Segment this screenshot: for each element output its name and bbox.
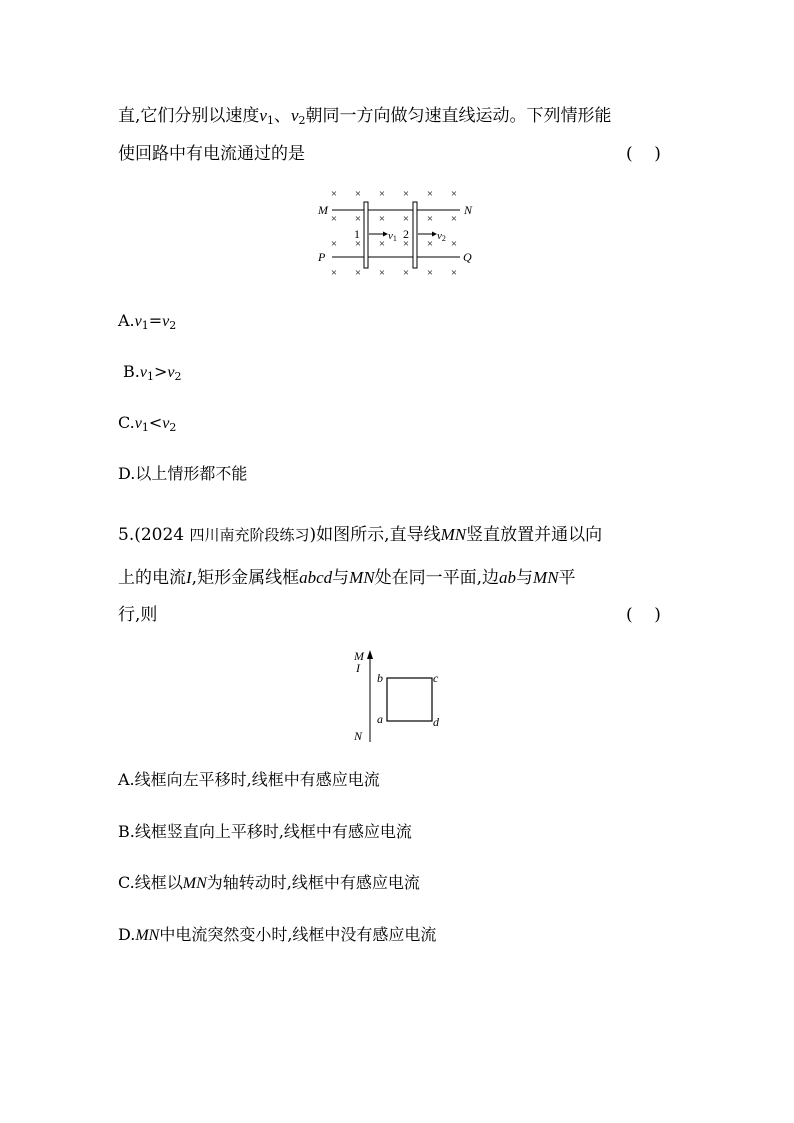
q5-option-a: A.线框向左平移时,线框中有感应电流 xyxy=(118,770,380,789)
svg-text:v1: v1 xyxy=(388,230,397,243)
field-mark: × xyxy=(378,267,386,279)
q5-stem-line-2: 上的电流I,矩形金属线框abcd与MN处在同一平面,边ab与MN平 xyxy=(118,568,576,588)
label-m: M xyxy=(318,203,328,217)
q4-stem-line-2: 使回路中有电流通过的是 xyxy=(118,144,305,164)
field-mark: × xyxy=(426,188,434,200)
field-mark: × xyxy=(354,238,362,250)
var-v2: v xyxy=(290,106,299,125)
q5-option-c: C.线框以MN为轴转动时,线框中有感应电流 xyxy=(118,873,420,892)
field-mark: × xyxy=(450,238,458,250)
q4-option-b: $B.v_1>v_2$ xyxy=(123,362,182,383)
current-arrow xyxy=(367,650,373,659)
q5-option-b: B.线框竖直向上平移时,线框中有感应电流 xyxy=(118,822,412,841)
field-mark: × xyxy=(450,213,458,225)
q4-answer-blank: ( ) xyxy=(626,144,661,164)
field-mark: × xyxy=(330,267,338,279)
rod-1 xyxy=(364,202,368,268)
field-mark: × xyxy=(378,213,386,225)
label-a: a xyxy=(377,712,383,726)
field-mark: × xyxy=(450,188,458,200)
label-p: P xyxy=(318,250,326,264)
label-i: I xyxy=(356,661,360,675)
var-v1: v xyxy=(259,106,267,125)
field-mark: × xyxy=(330,188,338,200)
q4-option-d: D.以上情形都不能 xyxy=(118,464,248,483)
field-mark: × xyxy=(378,238,386,250)
rod-2-label: 2 xyxy=(403,227,409,241)
field-mark: × xyxy=(354,267,362,279)
field-mark: × xyxy=(378,188,386,200)
field-mark: × xyxy=(426,238,434,250)
q4-rails-figure xyxy=(310,184,480,284)
field-mark: × xyxy=(450,267,458,279)
label-b: b xyxy=(377,671,383,685)
field-mark: × xyxy=(402,188,410,200)
field-mark: × xyxy=(402,213,410,225)
source-label: 四川南充阶段练习 xyxy=(189,526,310,544)
frame-abcd xyxy=(387,678,432,721)
field-mark: × xyxy=(402,238,410,250)
q5-answer-blank: ( ) xyxy=(626,605,661,625)
label-m: M xyxy=(354,649,364,663)
label-n: N xyxy=(464,203,473,217)
q4-option-a: $A.v_1=v_2$ xyxy=(118,311,177,332)
field-mark: × xyxy=(330,238,338,250)
field-mark: × xyxy=(354,188,362,200)
field-mark: × xyxy=(402,267,410,279)
q5-stem-line-1: 5.(2024 四川南充阶段练习)如图所示,直导线MN竖直放置并通以向 xyxy=(118,525,603,545)
field-mark: × xyxy=(426,213,434,225)
rod-1-label: 1 xyxy=(354,227,360,241)
q5-wire-frame-figure xyxy=(346,645,456,745)
q5-stem-line-3: 行,则 xyxy=(118,605,158,625)
label-q: Q xyxy=(463,250,472,264)
rod-2 xyxy=(413,202,417,268)
field-mark: × xyxy=(330,213,338,225)
svg-text:v2: v2 xyxy=(437,230,446,243)
q5-option-d: D.MN中电流突然变小时,线框中没有感应电流 xyxy=(118,925,437,944)
q4-option-c: $C.v_1<v_2$ xyxy=(118,413,177,434)
field-mark: × xyxy=(426,267,434,279)
label-d: d xyxy=(433,715,439,729)
field-mark: × xyxy=(354,213,362,225)
q4-stem-line-1: 直,它们分别以速度$v_1$、$v_2$朝同一方向做匀速直线运动。下列情形能 xyxy=(118,106,612,127)
label-c: c xyxy=(433,671,439,685)
label-n: N xyxy=(354,729,363,743)
